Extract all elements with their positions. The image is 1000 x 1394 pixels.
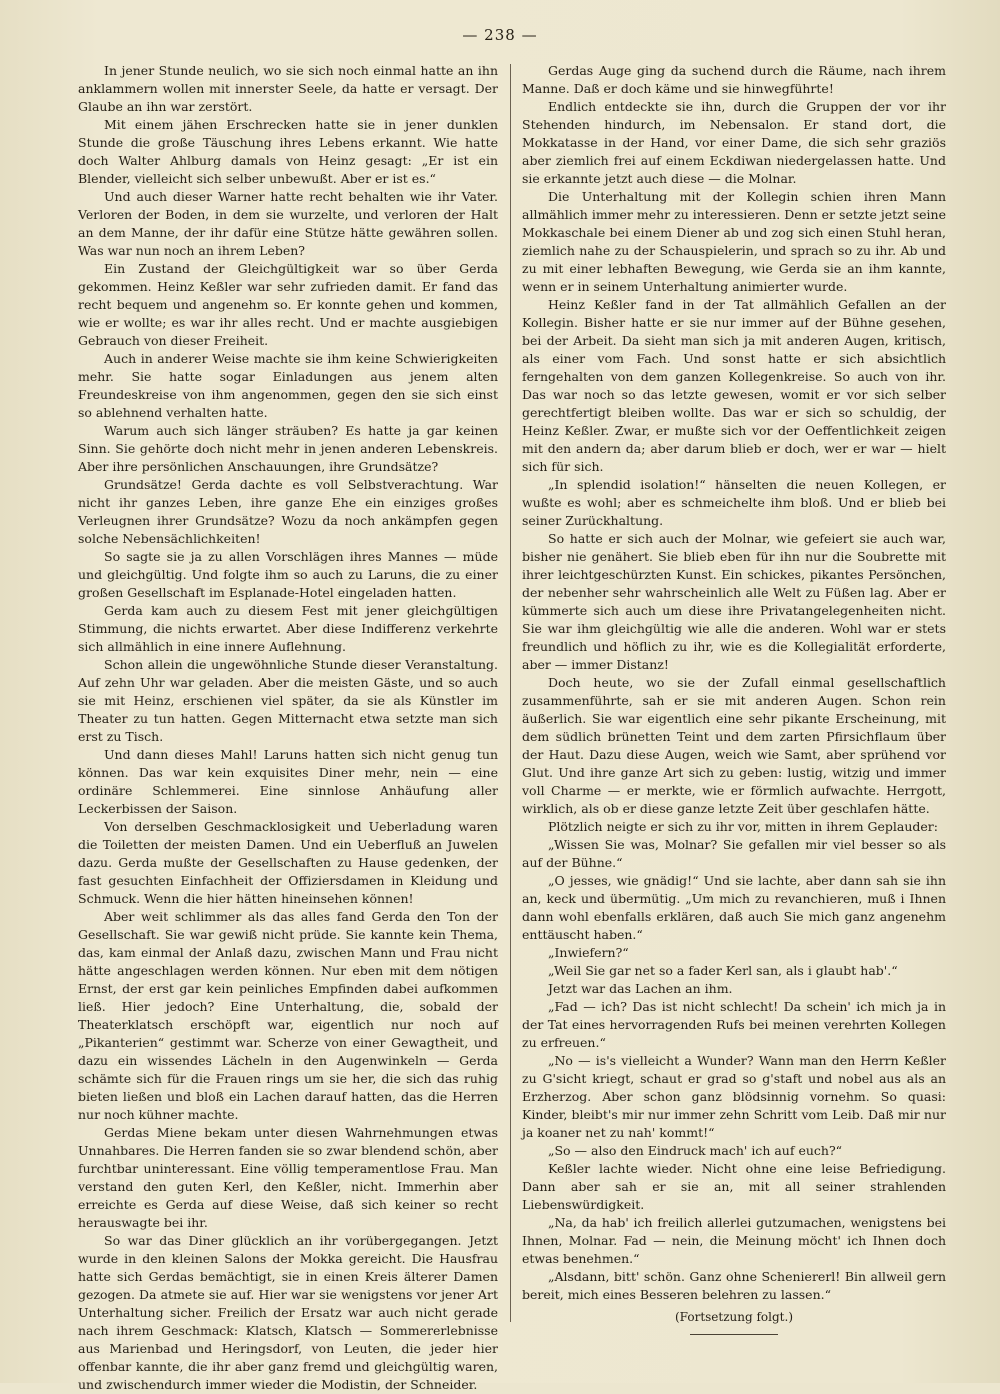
paragraph: Keßler lachte wieder. Nicht ohne eine leise Befriedigung. Dann aber sah er sie an, mit all seiner strahlenden Liebenswürdigkeit. <box>522 1161 946 1212</box>
paragraph: Doch heute, wo sie der Zufall einmal gesellschaftlich zusammenführte, sah er sie mit anderen Augen. Schon rein äußerlich. Sie war eigentlich eine sehr pikante Erscheinung, mit dem südlich brünetten Teint und dem zarten Pfirsichflaum über der Haut. Dazu diese Augen, weich wie Samt, aber sprühend vor Glut. Und ihre ganze Art sich zu geben: lustig, witzig und immer voll Charme — er merkte, wie er förmlich aufwachte. Herrgott, wirklich, als ob er diese ganze letzte Zeit über geschlafen hätte. <box>522 675 946 816</box>
page-number: — 238 — <box>462 26 538 44</box>
paragraph: Endlich entdeckte sie ihn, durch die Gruppen der vor ihr Stehenden hindurch, im Nebensalon. Er stand dort, die Mokkatasse in der Hand, vor einer Dame, die sich sehr graziös aber ziemlich frei auf einem Eckdiwan niedergelassen hatte. Und sie erkannte jetzt auch diese — die Molnar. <box>522 99 946 186</box>
right-column <box>522 62 946 1335</box>
paragraph: „Alsdann, bitt' schön. Ganz ohne Scheniererl! Bin allweil gern bereit, mich eines Besseren belehren zu lassen.“ <box>522 1269 946 1302</box>
paragraph: So hatte er sich auch der Molnar, wie gefeiert sie auch war, bisher nie genähert. Sie blieb eben für ihn nur die Soubrette mit ihrer leichtgeschürzten Kunst. Ein schickes, pikantes Persönchen, der nebenher sehr wahrscheinlich alle Welt zu Füßen lag. Aber er kümmerte sich auch um diese ihre Privatangelegenheiten nicht. Sie war ihm gleichgültig wie alle die anderen. Wohl war er stets freundlich und höflich zu ihr, wie es die Kollegialität erforderte, aber — immer Distanz! <box>522 531 946 672</box>
paragraph: Und dann dieses Mahl! Laruns hatten sich nicht genug tun können. Das war kein exquisites Diner mehr, nein — eine ordinäre Schlemmerei. Eine sinnlose Anhäufung aller Leckerbissen der Saison. <box>78 747 498 816</box>
paragraph: „Fad — ich? Das ist nicht schlecht! Da schein' ich mich ja in der Tat eines hervorragenden Rufs bei meinen verehrten Kollegen zu erfreuen.“ <box>522 999 946 1050</box>
paragraph: Gerdas Auge ging da suchend durch die Räume, nach ihrem Manne. Daß er doch käme und sie hinwegführte! <box>522 63 946 96</box>
paragraph: In jener Stunde neulich, wo sie sich noch einmal hatte an ihn anklammern wollen mit innerster Seele, da hatte er versagt. Der Glaube an ihn war zerstört. <box>78 63 498 114</box>
paragraph: „Weil Sie gar net so a fader Kerl san, als i glaubt hab'.“ <box>548 963 898 978</box>
column-divider <box>510 64 511 1322</box>
paragraph: Heinz Keßler fand in der Tat allmählich Gefallen an der Kollegin. Bisher hatte er sie nur immer auf der Bühne gesehen, bei der Arbeit. Da sieht man sich ja mit anderen Augen, kritisch, als einer vom Fach. Und sonst hatte er sich absichtlich ferngehalten von dem ganzen Kollegenkreise. So auch von ihr. Das war noch so das letzte gewesen, womit er vor sich selber gerechtfertigt bleiben wollte. Das war er sich so schuldig, der Heinz Keßler. Zwar, er mußte sich vor der Oeffentlichkeit zeigen mit den andern da; aber darum blieb er doch, wer er war — hielt sich für sich. <box>522 297 946 474</box>
paragraph: Plötzlich neigte er sich zu ihr vor, mitten in ihrem Geplauder: <box>548 819 938 834</box>
left-column <box>78 62 498 1394</box>
paragraph: Gerda kam auch zu diesem Fest mit jener gleichgültigen Stimmung, die nichts erwartet. Aber diese Indifferenz verkehrte sich allmählich in eine innere Auflehnung. <box>78 603 498 654</box>
paragraph: Von derselben Geschmacklosigkeit und Ueberladung waren die Toiletten der meisten Damen. Und ein Ueberfluß an Juwelen dazu. Gerda mußte der Gesellschaften zu Hause gedenken, der fast gesuchten Einfachheit der Offiziersdamen in Kleidung und Schmuck. Wenn die hier hätten hineinsehen können! <box>78 819 498 906</box>
paragraph: „Wissen Sie was, Molnar? Sie gefallen mir viel besser so als auf der Bühne.“ <box>522 837 946 870</box>
paragraph: „In splendid isolation!“ hänselten die neuen Kollegen, er wußte es wohl; aber es schmeichelte ihm bloß. Und er blieb bei seiner Zurückhaltung. <box>522 477 946 528</box>
paragraph: Warum auch sich länger sträuben? Es hatte ja gar keinen Sinn. Sie gehörte doch nicht mehr in jenen anderen Lebenskreis. Aber ihre persönlichen Anschauungen, ihre Grundsätze? <box>78 423 498 474</box>
paragraph: So sagte sie ja zu allen Vorschlägen ihres Mannes — müde und gleichgültig. Und folgte ihm so auch zu Laruns, die zu einer großen Gesellschaft im Esplanade-Hotel eingeladen hatten. <box>78 549 498 600</box>
paragraph: Die Unterhaltung mit der Kollegin schien ihren Mann allmählich immer mehr zu interessieren. Denn er setzte jetzt seine Mokkaschale bei einem Diener ab und zog sich einen Stuhl heran, ziemlich nahe zu der Schauspielerin, und sprach so zu ihr. Ab und zu mit einer lebhaften Bewegung, wie Gerda sie an ihm kannte, wenn er in seinem Unterhaltung animierter wurde. <box>522 189 946 294</box>
paragraph: Und auch dieser Warner hatte recht behalten wie ihr Vater. Verloren der Boden, in dem sie wurzelte, und verloren der Halt an dem Manne, der ihr dafür eine Stütze hätte gewähren sollen. Was war nun noch an ihrem Leben? <box>78 189 498 258</box>
paragraph: Gerdas Miene bekam unter diesen Wahrnehmungen etwas Unnahbares. Die Herren fanden sie so zwar blendend schön, aber furchtbar uninteressant. Eine völlig temperamentlose Frau. Man verstand den guten Kerl, den Keßler, nicht. Immerhin aber erreichte es Gerda auf diese Weise, daß sich keiner so recht herauswagte bei ihr. <box>78 1125 498 1230</box>
paragraph: Ein Zustand der Gleichgültigkeit war so über Gerda gekommen. Heinz Keßler war sehr zufrieden damit. Er fand das recht bequem und angenehm so. Er konnte gehen und kommen, wie er wollte; es war ihr alles recht. Und er machte ausgiebigen Gebrauch von dieser Freiheit. <box>78 261 498 348</box>
paragraph: „So — also den Eindruck mach' ich auf euch?“ <box>548 1143 843 1158</box>
paragraph: „O jesses, wie gnädig!“ Und sie lachte, aber dann sah sie ihn an, keck und übermütig. „Um mich zu revanchieren, muß i Ihnen dann wohl ebenfalls erklären, daß auch Sie mich ganz angenehm enttäuscht haben.“ <box>522 873 946 942</box>
end-rule <box>690 1334 778 1335</box>
paragraph: So war das Diner glücklich an ihr vorübergegangen. Jetzt wurde in den kleinen Salons der Mokka gereicht. Die Hausfrau hatte sich Gerdas bemächtigt, sie in einen Kreis älterer Damen gezogen. Da atmete sie auf. Hier war sie wenigstens vor jener Art Unterhaltung sicher. Freilich der Ersatz war auch nicht gerade nach ihrem Geschmack: Klatsch, Klatsch — Sommererlebnisse aus Marienbad und Heringsdorf, von Leuten, die jeder hier offenbar kannte, die ihr aber ganz fremd und gleichgültig waren, und zwischendurch immer wieder die Modistin, der Schneider. <box>78 1233 498 1392</box>
paragraph: „Na, da hab' ich freilich allerlei gutzumachen, wenigstens bei Ihnen, Molnar. Fad — nein, die Meinung möcht' ich Ihnen doch etwas benehmen.“ <box>522 1215 946 1266</box>
paragraph: Schon allein die ungewöhnliche Stunde dieser Veranstaltung. Auf zehn Uhr war geladen. Aber die meisten Gäste, und so auch sie mit Heinz, erschienen viel später, da sie als Künstler im Theater zu tun hatten. Gegen Mitternacht etwa setzte man sich erst zu Tisch. <box>78 657 498 744</box>
paragraph: Auch in anderer Weise machte sie ihm keine Schwierigkeiten mehr. Sie hatte sogar Einladungen aus jenem alten Freundeskreise von ihm angenommen, gegen den sie sich einst so ablehnend verhalten hatte. <box>78 351 498 420</box>
paragraph: Mit einem jähen Erschrecken hatte sie in jener dunklen Stunde die große Täuschung ihres Lebens erkannt. Wie hatte doch Walter Ahlburg damals von Heinz gesagt: „Er ist ein Blender, vielleicht sich selber unbewußt. Aber er ist es.“ <box>78 117 498 186</box>
paragraph: „No — is's vielleicht a Wunder? Wann man den Herrn Keßler zu G'sicht kriegt, schaut er grad so g'staft und nobel aus als an Erzherzog. Aber schon ganz blödsinnig vornehm. So quasi: Kinder, bleibt's mir nur immer zehn Schritt vom Leib. Daß mir nur ja koaner net zu nah' kommt!“ <box>522 1053 946 1140</box>
paragraph: Grundsätze! Gerda dachte es voll Selbstverachtung. War nicht ihr ganzes Leben, ihre ganze Ehe ein einziges großes Verleugnen ihrer Grundsätze? Wozu da noch ankämpfen gegen solche Nebensächlichkeiten! <box>78 477 498 546</box>
paragraph: „Inwiefern?“ <box>548 945 629 960</box>
paragraph: Aber weit schlimmer als das alles fand Gerda den Ton der Gesellschaft. Sie war gewiß nicht prüde. Sie kannte kein Thema, das, kam einmal der Anlaß dazu, zwischen Mann und Frau nicht hätte angeschlagen werden können. Nur eben mit dem nötigen Ernst, der erst gar kein peinliches Empfinden dabei aufkommen ließ. Hier jedoch? Eine Unterhaltung, die, sobald der Theaterklatsch erschöpft war, eigentlich nur noch auf „Pikanterien“ gestimmt war. Scherze von einer Gewagtheit, und dazu ein wissendes Lächeln in den Augenwinkeln — Gerda schämte sich für die Frauen rings um sie her, die sich das ruhig bieten ließen und bloß ein Lachen darauf hatten, das die Herren nur noch kühner machte. <box>78 909 498 1122</box>
continued-note: (Fortsetzung folgt.) <box>675 1310 793 1324</box>
paragraph: Jetzt war das Lachen an ihm. <box>548 981 733 996</box>
